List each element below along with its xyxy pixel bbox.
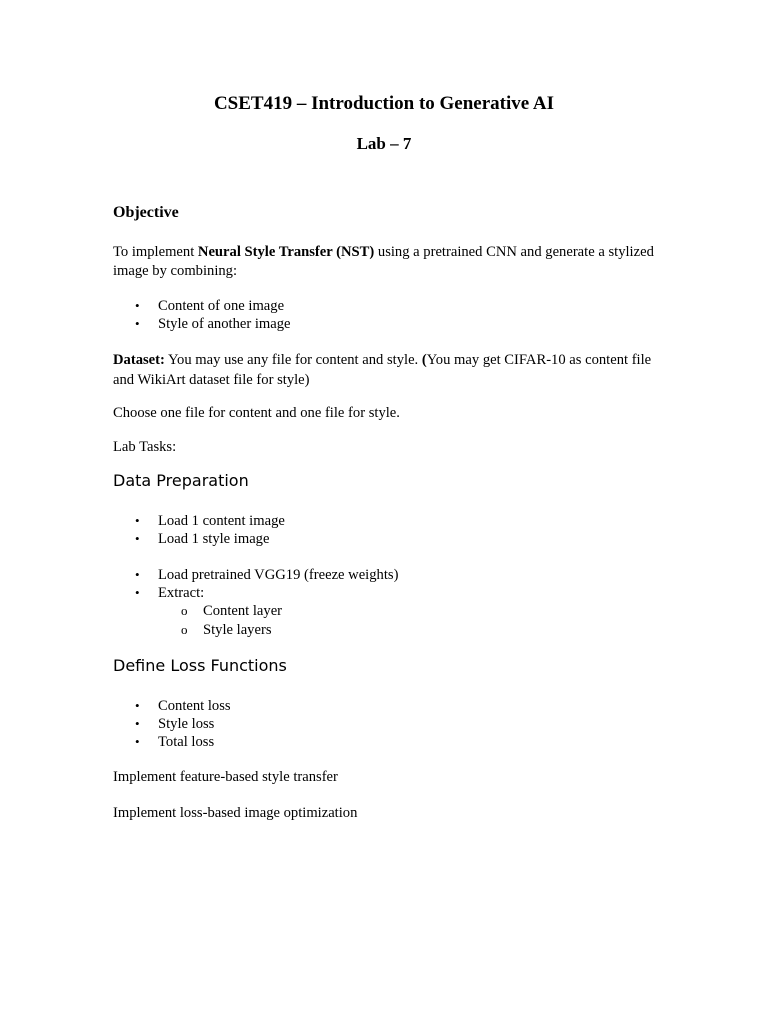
bullet-icon: •	[135, 716, 140, 731]
bullet-icon: •	[135, 298, 140, 313]
choose-paragraph: Choose one file for content and one file for style.	[113, 405, 400, 421]
list-item-text: Style of another image	[158, 316, 291, 332]
bullet-icon: •	[135, 316, 140, 331]
lab-tasks-label: Lab Tasks:	[113, 439, 177, 455]
bullet-icon: •	[135, 567, 140, 582]
objective-heading: Objective	[113, 204, 179, 221]
list-item-text: Content loss	[158, 698, 231, 714]
implement-loss-paragraph: Implement loss-based image optimization	[113, 805, 358, 821]
sub-list-item-text: Content layer	[203, 603, 283, 619]
bullet-icon: •	[135, 698, 140, 713]
sub-bullet-icon: o	[181, 603, 188, 618]
dataset-text-1: You may use any file for content and style.	[164, 352, 422, 368]
bullet-icon: •	[135, 513, 140, 528]
dataset-text-2: You may get CIFAR-10 as content file and WikiArt dataset file for style)	[113, 352, 652, 388]
list-item-text: Load 1 style image	[158, 531, 270, 547]
list-item-text: Total loss	[158, 734, 215, 750]
data-preparation-heading: Data Preparation	[113, 471, 249, 490]
list-item-text: Load 1 content image	[158, 513, 285, 529]
dataset-paragraph	[113, 350, 658, 390]
implement-feature-paragraph: Implement feature-based style transfer	[113, 769, 338, 785]
lab-number: Lab – 7	[356, 134, 412, 153]
list-item-text: Content of one image	[158, 298, 285, 314]
bullet-icon: •	[135, 734, 140, 749]
sub-list-item-text: Style layers	[203, 622, 272, 638]
bullet-icon: •	[135, 531, 140, 546]
dataset-paren: (	[421, 352, 427, 368]
document-title: CSET419 – Introduction to Generative AI	[213, 93, 555, 114]
loss-functions-heading: Define Loss Functions	[113, 656, 287, 675]
list-item-text: Style loss	[158, 716, 215, 732]
objective-paragraph	[113, 243, 658, 281]
dataset-label: Dataset:	[113, 352, 165, 368]
objective-suffix: using a pretrained CNN and generate a stylized image by combining:	[113, 244, 654, 279]
list-item-text: Extract:	[158, 585, 205, 601]
list-item-text: Load pretrained VGG19 (freeze weights)	[158, 567, 399, 583]
sub-bullet-icon: o	[181, 622, 188, 637]
bullet-icon: •	[135, 585, 140, 600]
objective-prefix: To implement	[113, 244, 198, 260]
objective-bold: Neural Style Transfer (NST)	[197, 244, 375, 260]
